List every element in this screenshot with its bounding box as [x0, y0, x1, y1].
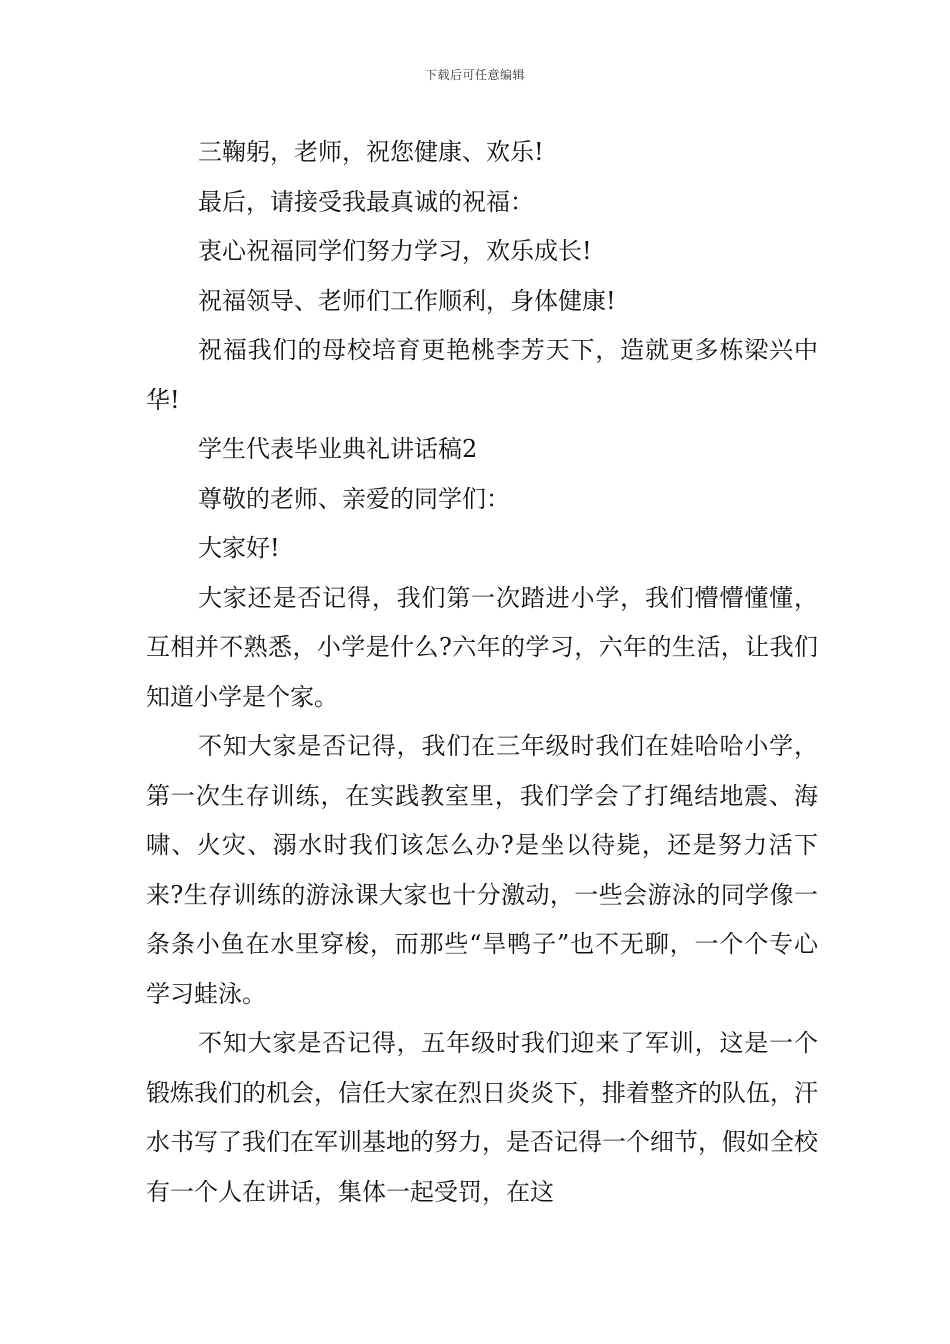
page-header: 下载后可任意编辑 [424, 68, 525, 82]
paragraph-blessing-teachers: 祝福领导、老师们工作顺利，身体健康! [198, 286, 616, 315]
paragraph-blessing-bow: 三鞠躬，老师，祝您健康、欢乐! [198, 138, 544, 166]
paragraph-first-day: 大家还是否记得，我们第一次踏进小学，我们懵懵懂懂，互相并不熟悉，小学是什么?六年的学习，六年的生活，让我们知道小学是个家。 [146, 583, 818, 711]
paragraph-greeting: 大家好! [198, 534, 280, 562]
paragraph-salutation: 尊敬的老师、亲爱的同学们： [198, 484, 510, 513]
paragraph-military-training: 不知大家是否记得，五年级时我们迎来了军训，这是一个锻炼我们的机会，信任大家在烈日炎炎下，排着整齐的队伍，汗水书写了我们在军训基地的努力，是否记得一个细节，假如全校有一个人在讲话，集体一起受罚，在这 [146, 1029, 818, 1206]
paragraph-blessing-students: 衷心祝福同学们努力学习，欢乐成长! [198, 237, 592, 265]
document-body [146, 128, 818, 1217]
paragraph-final-blessing: 最后，请接受我最真诚的祝福： [198, 187, 534, 216]
section-title: 学生代表毕业典礼讲话稿2 [198, 435, 478, 463]
paragraph-survival-training: 不知大家是否记得，我们在三年级时我们在娃哈哈小学，第一次生存训练，在实践教室里，我们学会了打绳结地震、海啸、火灾、溺水时我们该怎么办?是坐以待毙，还是努力活下来?生存训练的游泳课大家也十分激动，一些会游泳的同学像一条条小鱼在水里穿梭，而那些“旱鸭子”也不无聊，一个个专心学习蛙泳。 [146, 732, 818, 1008]
paragraph-blessing-school: 祝福我们的母校培育更艳桃李芳天下，造就更多栋梁兴中华! [146, 336, 818, 414]
